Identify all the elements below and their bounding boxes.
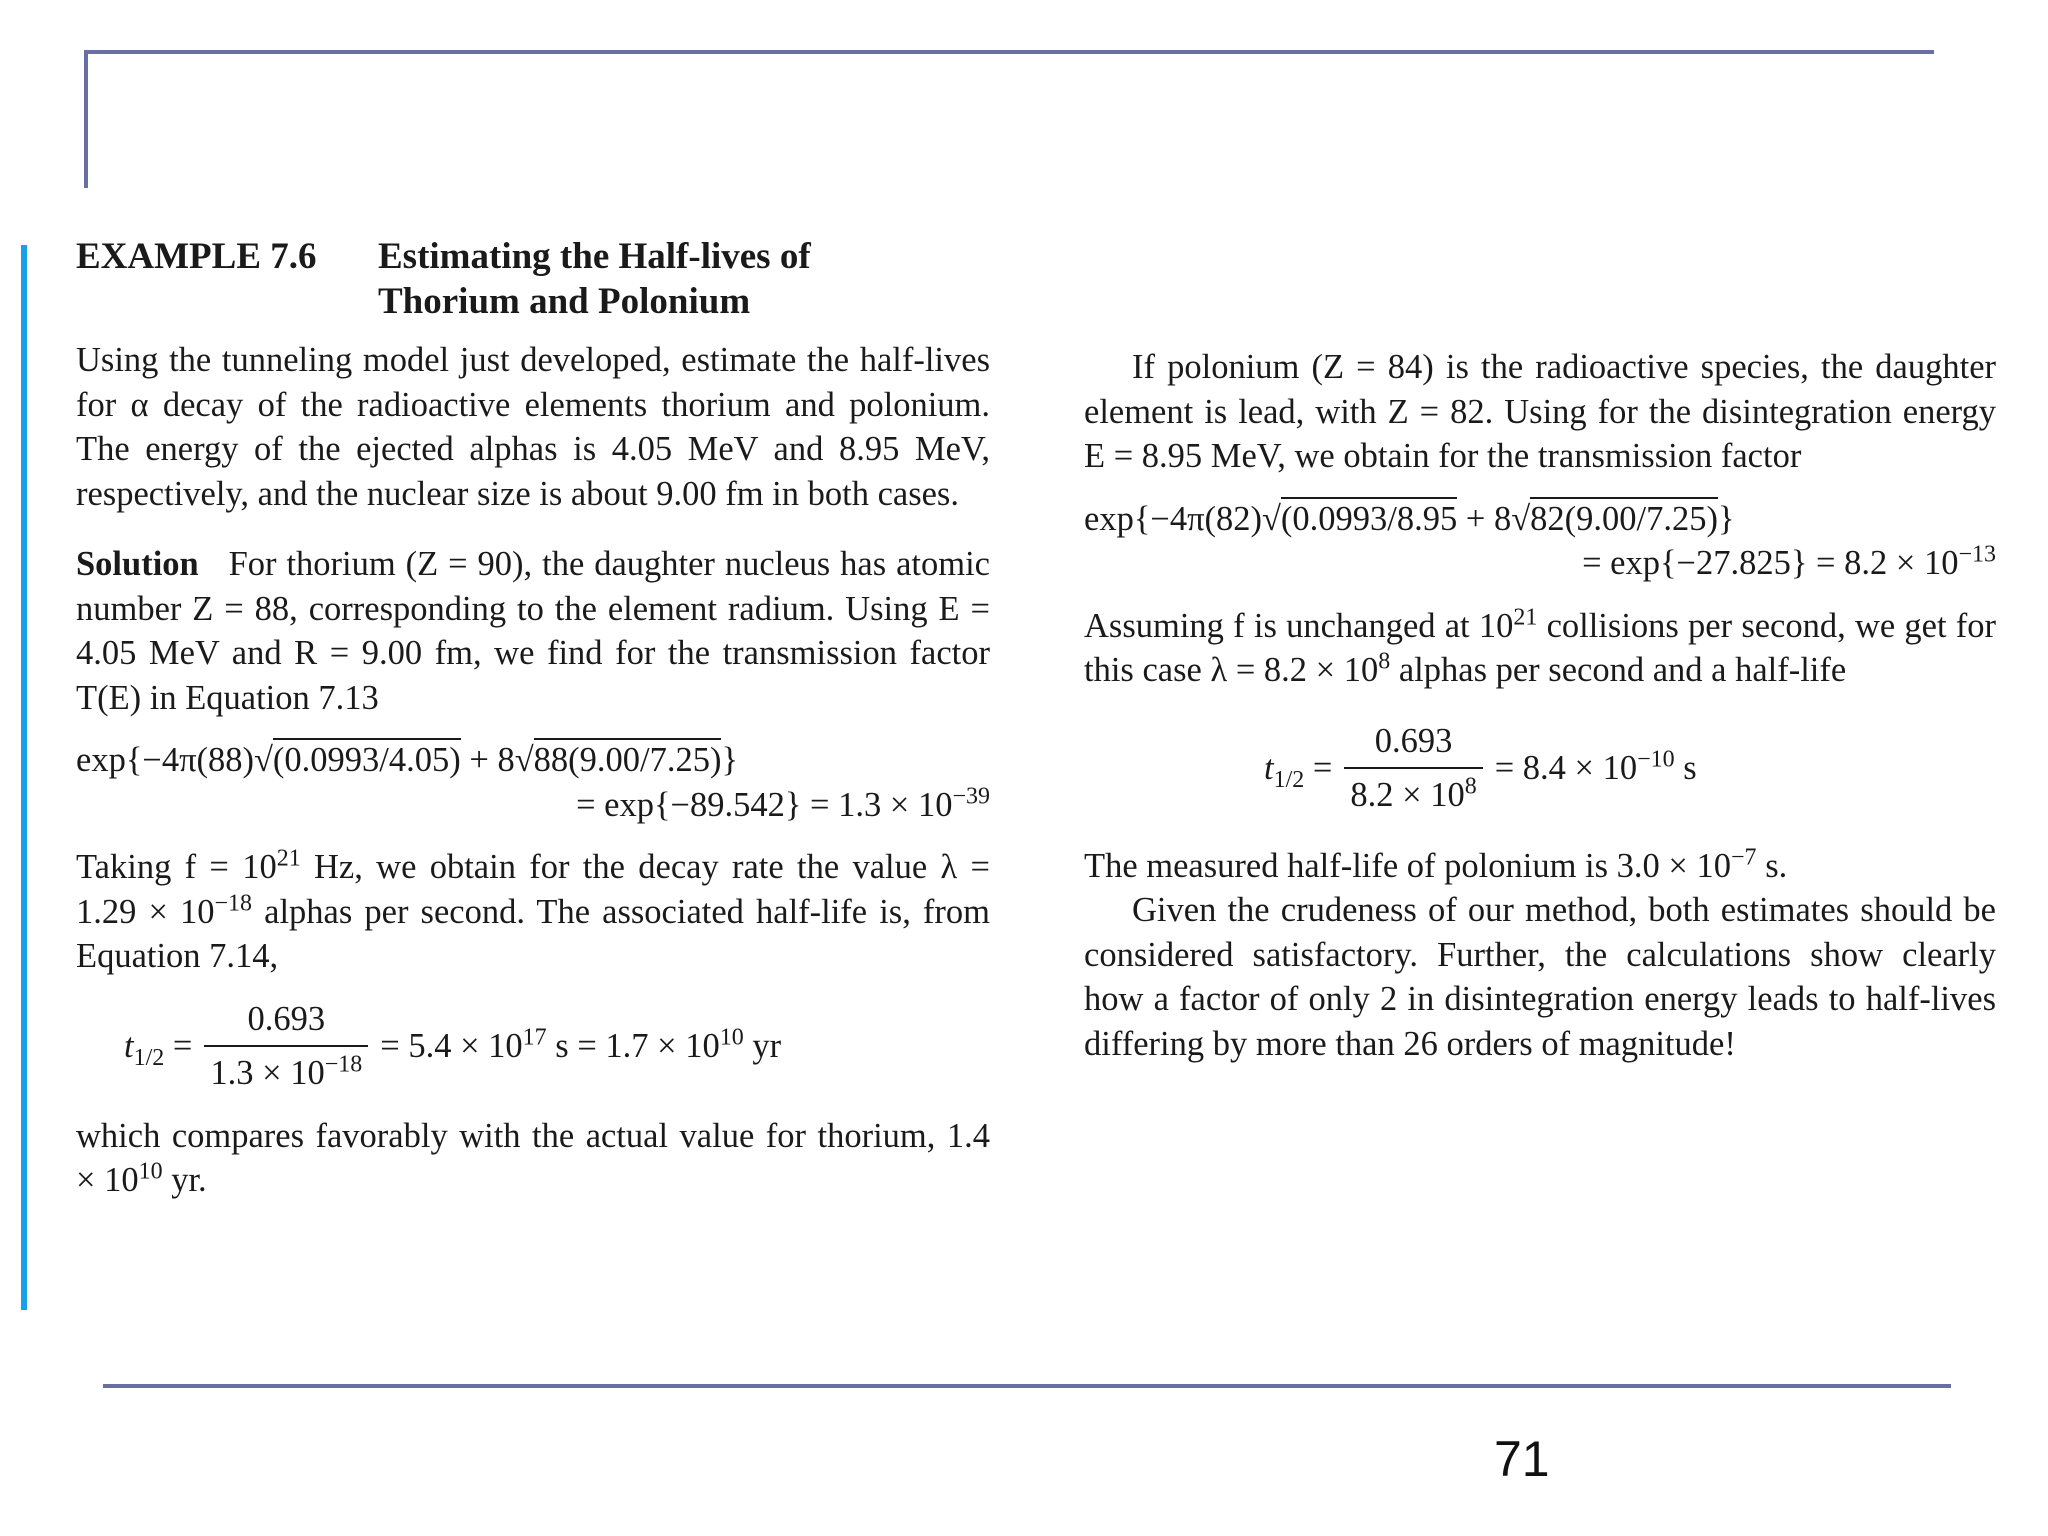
final-paragraph: Given the crudeness of our method, both estimates should be considered satisfactory. Further, the calculations show clearly how a factor of only 2 in disintegration energy leads to half-lives differing by more than 26 orders of magnitude! (1084, 891, 1996, 1063)
left-column (76, 234, 990, 1203)
decay-rate-paragraph: Taking $f = 10^{21}$ Hz, we obtain for the decay rate the value $\lambda = 1.29 \times 10^{-18}$ alphas per second. The associated half-life is, from Equation 7.14, (76, 845, 990, 975)
page-number: 71 (1494, 1431, 1550, 1487)
polonium-transmission-equation: exp{−4π(82)√(0.0993/8.95 + 8√82(9.00/7.25)} = $\exp\{-27.825\} = 8.2 \times 10^{-13}$ (1084, 497, 1996, 586)
measured-paragraph: The measured half-life of polonium is $3.0 \times 10^{-7}$ s. (1084, 844, 1788, 885)
example-heading (76, 234, 990, 324)
slide-frame-left-line (84, 50, 88, 188)
example-label: EXAMPLE 7.6 (76, 236, 317, 277)
polonium-halflife-equation: $t_{1/2}$ = $\frac{0.693}{8.2 \times 10^8}$ = $8.4 \times 10^{-10}$ s (1264, 719, 1996, 818)
slide-frame-top-line (84, 50, 1934, 54)
assuming-paragraph: Assuming f is unchanged at $10^{21}$ collisions per second, we get for this case $\lambda = 8.2 \times 10^8$ alphas per second and a half-life (1084, 604, 1996, 689)
conclusion-paragraph: which compares favorably with the actual value for thorium, $1.4 \times 10^{10}$ yr. (76, 1116, 990, 1199)
solution-paragraph: Solution For thorium (Z = 90), the daughter nucleus has atomic number Z = 88, corresponding to the element radium. Using E = 4.05 MeV and R = 9.00 fm, we find for the transmission factor T(E) in Equation 7.13 (76, 545, 990, 717)
example-title: Estimating the Half-lives of Thorium and Polonium (378, 236, 811, 322)
thorium-halflife-equation: $t_{1/2}$ = $\frac{0.693}{1.3 \times 10^{-18}}$ = $5.4 \times 10^{17}$ $s = 1.7 \times 10^{10}$ yr (124, 997, 990, 1096)
accent-bar (21, 245, 27, 1310)
right-column (1084, 345, 1996, 1066)
intro-paragraph: Using the tunneling model just developed, estimate the half-lives for α decay of the radioactive elements thorium and polonium. The energy of the ejected alphas is 4.05 MeV and 8.95 MeV, respectively, and the nuclear size is about 9.00 fm in both cases. (76, 341, 990, 513)
footer-line (103, 1384, 1951, 1388)
thorium-transmission-equation: exp{−4π(88)√(0.0993/4.05) + 8√88(9.00/7.25)} = $\exp\{-89.542\} = 1.3 \times 10^{-39}$ (76, 738, 990, 827)
solution-label: Solution (76, 545, 199, 583)
polonium-paragraph: If polonium (Z = 84) is the radioactive species, the daughter element is lead, with Z = 82. Using for the disintegration energy E = 8.95 MeV, we obtain for the transmission factor (1084, 348, 1996, 475)
